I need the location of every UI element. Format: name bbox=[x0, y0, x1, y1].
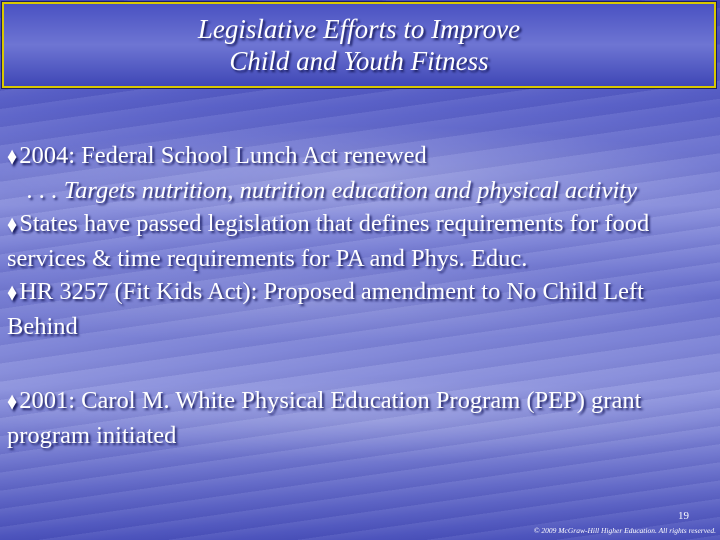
bullet-item-2 bbox=[7, 207, 712, 275]
diamond-bullet-icon: ♦ bbox=[7, 143, 18, 171]
bullet-item-3 bbox=[7, 275, 712, 343]
slide-body bbox=[7, 139, 712, 452]
slide-title-line-1: Legislative Efforts to Improve bbox=[197, 14, 521, 44]
diamond-bullet-icon: ♦ bbox=[7, 388, 18, 416]
bullet-text-3: HR 3257 (Fit Kids Act): Proposed amendment to No Child Left Behind bbox=[7, 278, 644, 340]
bullet-text-1: 2004: Federal School Lunch Act renewed bbox=[19, 142, 427, 169]
slide-title-line-2: Child and Youth Fitness bbox=[229, 46, 489, 76]
diamond-bullet-icon: ♦ bbox=[7, 279, 18, 307]
diamond-bullet-icon: ♦ bbox=[7, 211, 18, 239]
bullet-text-2: States have passed legislation that defines requirements for food services & time requirements for PA and Phys. Educ. bbox=[7, 210, 650, 272]
slide-title-box bbox=[2, 2, 716, 88]
bullet-subtext-1: . . . Targets nutrition, nutrition education and physical activity bbox=[27, 177, 637, 204]
bullet-item-1 bbox=[7, 139, 712, 207]
copyright-notice: © 2009 McGraw-Hill Higher Education. All rights reserved. bbox=[533, 526, 716, 535]
page-number: 19 bbox=[678, 510, 689, 522]
bullet-item-4 bbox=[7, 384, 712, 452]
bullet-text-4: 2001: Carol M. White Physical Education Program (PEP) grant program initiated bbox=[7, 387, 642, 449]
